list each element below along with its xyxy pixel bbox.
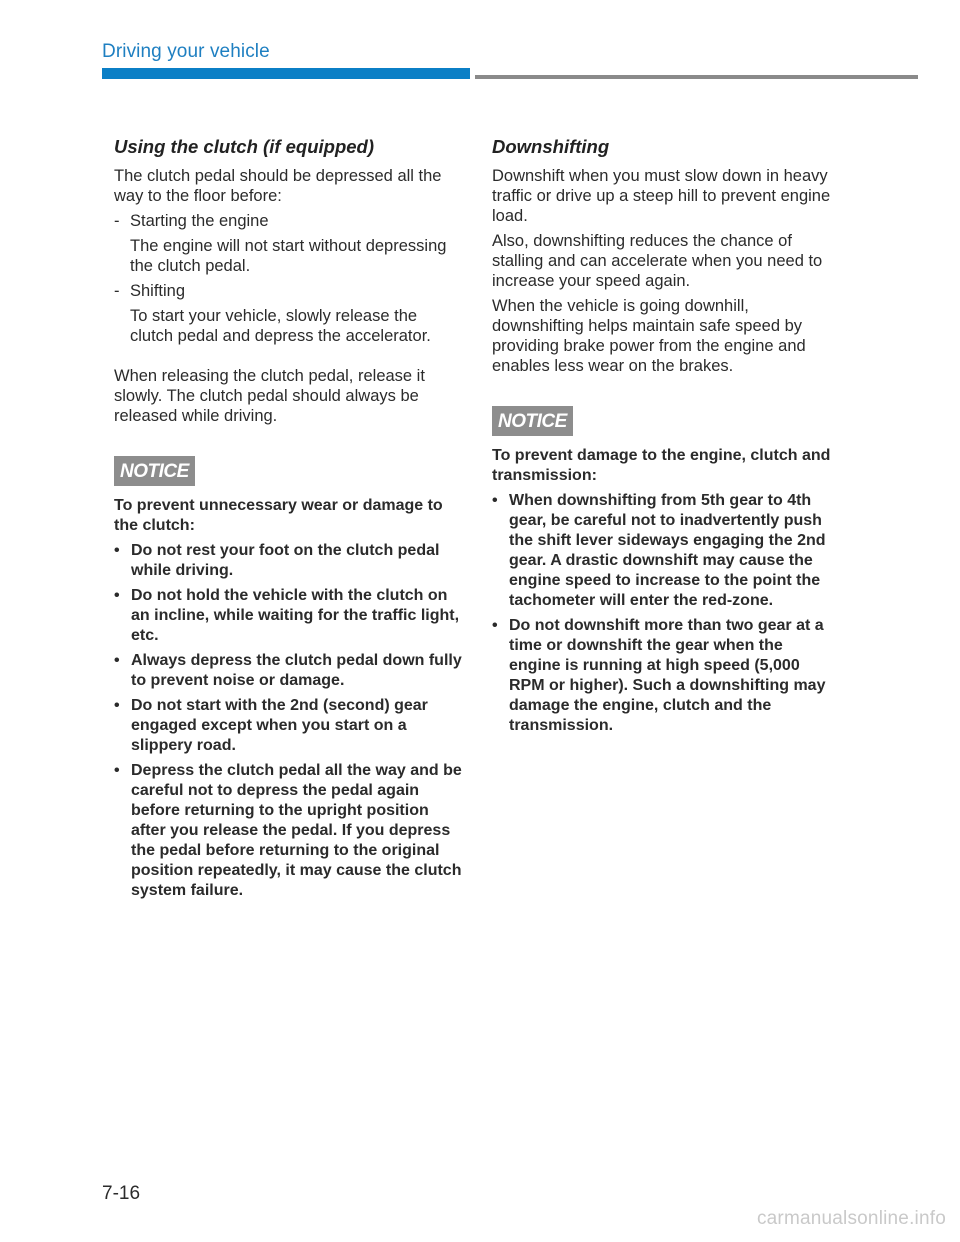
notice-bullet-list <box>492 491 837 736</box>
notice-badge: NOTICE <box>492 406 573 436</box>
downshift-paragraph: Also, downshifting reduces the chance of stalling and can accelerate when you need to increase your speed again. <box>492 232 823 290</box>
notice-bullet-list <box>114 541 464 901</box>
bullet-text: Do not hold the vehicle with the clutch on an incline, while waiting for the traffic light, etc. <box>131 587 460 644</box>
downshift-paragraph: When the vehicle is going downhill, downshifting helps maintain safe speed by providing brake power from the engine and enables less wear on the brakes. <box>492 297 806 375</box>
watermark-text: carmanualsonline.info <box>756 1208 946 1229</box>
bullet-text: Do not start with the 2nd (second) gear engaged except when you start on a slippery road. <box>131 697 428 754</box>
release-clutch-text: When releasing the clutch pedal, release it slowly. The clutch pedal should always be released while driving. <box>114 367 425 425</box>
bullet-icon: • <box>114 652 120 669</box>
dash-item-description: The engine will not start without depressing the clutch pedal. <box>130 237 447 275</box>
bullet-text: When downshifting from 5th gear to 4th gear, be careful not to inadvertently push the shift lever sideways engaging the 2nd gear. A drastic downshift may cause the engine speed to increase to the point the tachometer will enter the red-zone. <box>509 492 826 609</box>
bullet-text: Do not downshift more than two gear at a time or downshift the gear when the engine is running at high speed (5,000 RPM or higher). Such a downshifting may damage the engine, clutch and the transmission. <box>509 617 826 734</box>
dash-mark: - <box>114 282 120 300</box>
notice-bullet-item <box>114 761 464 901</box>
notice-bullet-item <box>492 491 837 611</box>
dash-mark: - <box>114 212 120 230</box>
dash-item-label: Shifting <box>130 282 186 300</box>
notice-bullet-item <box>114 586 464 646</box>
bullet-icon: • <box>492 492 498 509</box>
bullet-icon: • <box>114 762 120 779</box>
bullet-text: Depress the clutch pedal all the way and be careful not to depress the pedal again before returning to the upright position after you release the pedal. If you depress the pedal before returning to the original position repeatedly, it may cause the clutch system failure. <box>131 762 462 899</box>
notice-bullet-item <box>114 541 464 581</box>
dash-item-starting <box>114 211 464 231</box>
bullet-text: Always depress the clutch pedal down fully to prevent noise or damage. <box>131 652 462 689</box>
header-rule-blue <box>102 68 470 79</box>
bullet-icon: • <box>114 542 120 559</box>
dash-item-label: Starting the engine <box>130 212 269 230</box>
notice-bullet-item <box>114 651 464 691</box>
header-rule-gray <box>475 75 918 79</box>
notice-intro-text: To prevent unnecessary wear or damage to the clutch: <box>114 497 443 534</box>
clutch-intro-text: The clutch pedal should be depressed all the way to the floor before: <box>114 167 442 205</box>
bullet-icon: • <box>492 617 498 634</box>
downshift-paragraph: Downshift when you must slow down in heavy traffic or drive up a steep hill to prevent engine load. <box>492 167 831 225</box>
notice-intro-text: To prevent damage to the engine, clutch and transmission: <box>492 447 831 484</box>
right-column <box>492 137 837 741</box>
bullet-icon: • <box>114 697 120 714</box>
page-number: 7-16 <box>102 1183 141 1204</box>
page-header-title: Driving your vehicle <box>102 41 270 62</box>
notice-bullet-item <box>114 696 464 756</box>
dash-item-description: To start your vehicle, slowly release the clutch pedal and depress the accelerator. <box>130 307 431 345</box>
section-title-clutch: Using the clutch (if equipped) <box>114 136 375 157</box>
bullet-icon: • <box>114 587 120 604</box>
section-title-downshifting: Downshifting <box>492 136 610 157</box>
bullet-text: Do not rest your foot on the clutch pedal while driving. <box>131 542 440 579</box>
notice-bullet-item <box>492 616 837 736</box>
left-column <box>114 137 464 906</box>
notice-badge: NOTICE <box>114 456 195 486</box>
dash-item-shifting <box>114 281 464 301</box>
